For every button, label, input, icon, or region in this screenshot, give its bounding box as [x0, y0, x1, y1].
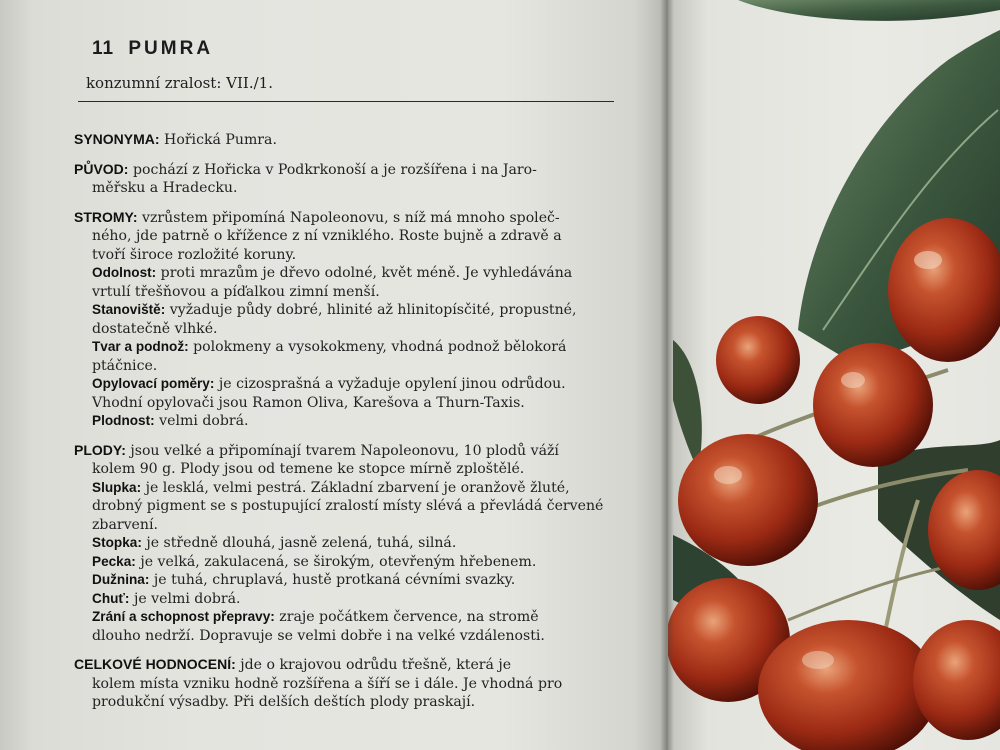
ripeness-line: [86, 74, 273, 92]
section-synonyma: [74, 130, 619, 150]
opylovaci-label: Opylovací poměry:: [92, 376, 215, 391]
plody-line2: kolem 90 g. Plody jsou od temene ke stopce mírně zploštělé.: [92, 461, 525, 477]
puvod-line2: měřsku a Hradecku.: [92, 180, 238, 196]
stopka-text: je středně dlouhá, jasně zelená, tuhá, silná.: [146, 535, 457, 551]
opylovaci-pomery: [74, 375, 619, 412]
ripeness-label: konzumní zralost:: [85, 74, 222, 92]
plodnost-label: Plodnost:: [92, 413, 155, 428]
hodnoceni-line3: produkční výsadby. Při delších deštích plody praskají.: [92, 694, 476, 710]
odolnost-label: Odolnost:: [92, 265, 157, 280]
odolnost-line1: proti mrazům je dřevo odolné, květ méně. Je vyhledávána: [160, 265, 573, 281]
stopka-label: Stopka:: [92, 535, 142, 550]
stromy-line1: vzrůstem připomíná Napoleonovu, s níž má mnoho společ-: [142, 209, 560, 226]
stromy-line2: ného, jde patrně o křížence z ní vzniklého. Roste bujně a zdravě a: [92, 228, 562, 244]
variety-name: PUMRA: [128, 38, 214, 59]
slupka: [74, 479, 619, 535]
section-plody: [74, 441, 619, 646]
odolnost-line2: vrtulí třešňovou a píďalkou zimní menší.: [92, 283, 380, 300]
plody-line1: jsou velké a připomínají tvarem Napoleonovu, 10 plodů váží: [130, 442, 559, 459]
stanoviste: [74, 301, 619, 338]
pecka-label: Pecka:: [92, 553, 136, 569]
section-hodnoceni: [74, 655, 619, 712]
stromy-line3: tvoří široce rozložité koruny.: [92, 246, 297, 263]
tvar-a-podnoz: [74, 338, 619, 375]
cherry-2: [813, 343, 933, 467]
stanoviste-line2: dostatečně vlhké.: [92, 320, 218, 337]
puvod-line1: pochází z Hořicka v Podkrkonoší a je rozšířena i na Jaro-: [132, 161, 537, 178]
opylovaci-line1: je cizosprašná a vyžaduje opylení jinou odrůdou.: [218, 376, 566, 392]
zrani-label: Zrání a schopnost přepravy:: [92, 609, 275, 624]
stanoviste-line1: vyžaduje půdy dobré, hlinité až hlinitopísčité, propustné,: [169, 302, 577, 318]
chut: [74, 590, 619, 609]
plodnost: [74, 412, 619, 431]
pecka: [74, 553, 619, 572]
hodnoceni-line2: kolem místa vzniku hodně rozšířena a šíří se i dále. Je vhodná pro: [92, 675, 563, 692]
tvar-line1: polokmeny a vysokokmeny, vhodná podnož bělokorá: [193, 339, 567, 355]
puvod-label: PŮVOD:: [74, 160, 129, 177]
slupka-label: Slupka:: [92, 479, 142, 495]
slupka-line2: drobný pigment se s postupující zralostí místy slévá a převládá červené: [92, 498, 604, 514]
cherry-illustration: [668, 0, 1000, 750]
section-puvod: [74, 160, 619, 198]
leaf-top: [738, 0, 1000, 21]
section-stromy: [74, 208, 619, 431]
cherry-4: [678, 434, 818, 566]
zrani-line1: zraje počátkem července, na stromě: [279, 609, 539, 625]
book-gutter: [660, 0, 674, 750]
zrani: [74, 608, 619, 645]
variety-title: [92, 38, 213, 60]
duznina-label: Dužnina:: [92, 572, 150, 587]
odolnost: [74, 264, 619, 301]
pecka-text: je velká, zakulacená, se širokým, otevřeným hřebenem.: [140, 553, 537, 570]
zrani-line2: dlouho nedrží. Dopravuje se velmi dobře i na velké vzdálenosti.: [92, 627, 545, 644]
hodnoceni-label: CELKOVÉ HODNOCENÍ:: [74, 656, 236, 672]
hodnoceni-line1: jde o krajovou odrůdu třešně, která je: [240, 657, 512, 673]
duznina-text: je tuhá, chruplavá, hustě protkaná cévními svazky.: [153, 572, 516, 588]
slupka-line3: zbarvení.: [92, 516, 158, 533]
variety-number: 11: [92, 38, 115, 59]
slupka-line1: je lesklá, velmi pestrá. Základní zbarvení je oranžově žluté,: [145, 479, 570, 496]
chut-text: je velmi dobrá.: [133, 590, 241, 607]
description-text: [74, 130, 619, 712]
stopka: [74, 534, 619, 553]
tvar-label: Tvar a podnož:: [92, 339, 189, 354]
stanoviste-label: Stanoviště:: [92, 302, 166, 317]
stromy-label: STROMY:: [74, 208, 138, 225]
header-rule: [78, 101, 614, 102]
plody-label: PLODY:: [74, 441, 126, 458]
chut-label: Chuť:: [92, 590, 130, 606]
ripeness-value: VII./1.: [226, 74, 273, 92]
synonyma-label: SYNONYMA:: [74, 131, 160, 147]
cherry-3: [716, 316, 800, 404]
right-page-illustration: [668, 0, 1000, 750]
opylovaci-line2: Vhodní opylovači jsou Ramon Oliva, Karešova a Thurn-Taxis.: [92, 394, 525, 411]
leaf-left-mid: [673, 340, 702, 470]
synonyma-text: Hořická Pumra.: [164, 132, 277, 148]
duznina: [74, 571, 619, 590]
tvar-line2: ptáčnice.: [92, 357, 158, 374]
plodnost-text: velmi dobrá.: [159, 413, 249, 429]
